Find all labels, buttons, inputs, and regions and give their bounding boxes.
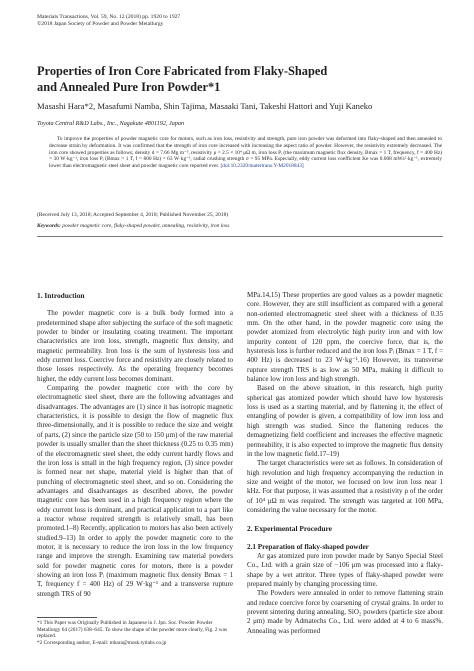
- section-heading-experimental: 2. Experimental Procedure: [247, 524, 332, 534]
- paper-title-line2: and Annealed Pure Iron Powder*1: [37, 79, 221, 94]
- section-divider: [37, 236, 443, 237]
- keywords: [37, 223, 229, 229]
- paragraph: Comparing the powder magnetic core with the core by electromagnetic steel sheet, there are the following advantages and disadvantages. The advantages are (1) since it has isotropic magnetic characteristics, it is possible to design the flow of magnetic flux three-dimensionally, and it is possible to reduce the size and weight of parts, (2) since the particle size (50 to 150 μm) of the raw material powder is usually smaller than the sheet thickness (0.25 to 0.35 mm) of the electromagnetic steel sheet, the eddy current hardly flows and the iron loss is small in the high frequency region, (3) since powder is formed near net shape, material yield is higher than that of punching of electromagnetic steel sheet, and so on. Considering the advantages and disadvantages as described above, the powder magnetic core has been used in a high frequency region where the eddy current loss is dominant, and practical application to a part like a reactor whose required strength is relatively small, has been promoted.1–8) Recently, application to motors has also been actively studied.9–13) In order to apply the powder magnetic core to the motor, it is necessary to reduce the iron loss in the low frequency range and improve the strength. Examining raw material powders sold for powder magnetic cores for motors, there is a powder showing an iron loss Pᵢ (maximum magnetic flux density Bmax = 1 T, frequency f = 400 Hz) of 29 W·kg⁻¹ and a transverse rupture strength TRS of 90: [37, 384, 233, 598]
- paper-title-line1: Properties of Iron Core Fabricated from Flaky-Shaped: [37, 64, 328, 78]
- subsection-heading: 2.1 Preparation of flaky-shaped powder: [247, 542, 369, 551]
- received-dates: (Received July 13, 2018; Accepted September 4, 2018; Published November 25, 2018): [37, 212, 229, 218]
- abstract-text: To improve the properties of powder magnetic core for motors, such as iron loss, resistivity and strength, pure iron powder was deformed into flaky-shaped and then annealed to decrease strain by deformation. It was confirmed that the strength of iron core increased with increasing the aspect ratio of powder. However, the resistivity extremely decreased. The iron core showed properties as follows; density d = 7.66 Mg m⁻³, resistivity ρ = 2.5 × 10⁴ μΩ m, iron loss Pᵢ (the maximum magnetic flux density, Bmax = 1 T, frequency, f = 400 Hz) = 30 W·kg⁻¹, iron loss Pᵢ (Bmax = 1 T, f = 800 Hz) = 63 W·kg⁻¹, radial crushing strength σ = 95 MPa. Especially, eddy current loss coefficient Ke was 0.008 mWs²·kg⁻¹, extremely lower than electromagnetic steel sheet and powder magnetic core reported ever.: [49, 136, 442, 169]
- abstract: [49, 136, 442, 170]
- paragraph: Ar gas atomized pure iron powder made by Sanyo Special Steel Co., Ltd. with a grain size of −106 μm was processed into a flaky-shape by a wet attritor. Three types of flaky-shaped powder were prepared mainly by changing processing time.: [247, 551, 443, 588]
- footnotes: [37, 620, 233, 646]
- section-heading-introduction: 1. Introduction: [37, 291, 85, 300]
- journal-citation: Materials Transactions, Vol. 59, No. 12 (2018) pp. 1920 to 1927: [37, 14, 181, 20]
- paragraph: The powder magnetic core is a bulk body formed into a predetermined shape after subjecting the surface of the soft magnetic powder to binder or insulating coating treatment. The important characteristics are iron loss, strength, magnetic flux density, and magnetic permeability. Iron loss is the sum of hysteresis loss and eddy current loss. Coercive force and resistivity are closely related to those losses respectively. As the operating frequency becomes higher, the eddy current loss becomes dominant.: [37, 309, 233, 383]
- left-column: [37, 291, 233, 599]
- doi-link[interactable]: [doi:10.2320/matertrans.Y-M2018843]: [220, 163, 304, 169]
- paper-title: [37, 64, 437, 95]
- keywords-label: Keywords:: [37, 223, 61, 229]
- footnote: *1 This Paper was Originally Published in Japanese in J. Jpn. Soc. Powder Powder Metallurgy 64 (2017) 638–645. To show the shape of the powder more clearly, Fig. 2 was replaced.: [37, 620, 228, 640]
- paragraph: The Powders were annealed in order to remove flattening strain and reduce coercive force by coarsening of crystal grains. In order to prevent sintering during annealing, SiO₂ powders (particle size about 2 μm) made by Admatechs Co., Ltd. were added at 4 to 6 mass%. Annealing was performed: [247, 589, 443, 635]
- paragraph: Based on the above situation, in this research, high purity spherical gas atomized powder which should have low hysteresis loss is used as a starting material, and by flattening it, the effect of entangling of powder is given, a compatibility of low iron loss and high strength was studied. Since the flattening reduces the demagnetizing field coefficient and increases the effective magnetic permeability, it is also expected to improve the magnetic flux density in the low magnetic field.17–19): [247, 384, 443, 458]
- journal-header: [37, 14, 180, 29]
- copyright-notice: ©2018 Japan Society of Powder and Powder Metallurgy: [37, 21, 164, 28]
- keywords-text: powder magnetic core, flaky-shaped powder, annealing, resistivity, iron loss: [62, 223, 230, 229]
- footnote-divider: [37, 617, 97, 618]
- affiliation: Toyota Central R&D Labs., Inc., Nagakute 4801192, Japan: [37, 120, 185, 127]
- paragraph: The target characteristics were set as follows. In consideration of high revolution and high frequency accompanying the reduction in size and weight of the motor, we focused on low iron loss near 1 kHz. For that purpose, it was assumed that a resistivity ρ of the order of 10⁴ μΩ m was required. The strength was targeted at 100 MPa, considering the value necessary for the motor.: [247, 459, 443, 514]
- right-column: [247, 291, 443, 636]
- footnote: *2 Corresponding author, E-mail: mhara@mosk.tytlabs.co.jp: [37, 639, 167, 646]
- author-list: Masashi Hara*2, Masafumi Namba, Shin Tajima, Masaaki Tani, Takeshi Hattori and Yuji Kaneko: [37, 101, 373, 111]
- paragraph: MPa.14,15) These properties are good values as a powder magnetic core. However, they are still insufficient as compared with a general non-oriented electromagnetic steel sheet with a thickness of 0.35 mm. On the other hand, in the powder magnetic core using the powder atomized from electrolytic high purity iron and with low impurity content of 120 ppm, the coercive force, that is, the hysteresis loss is further reduced and the iron loss Pᵢ (Bmax = 1 T, f = 400 Hz) is decreased to 23 W·kg⁻¹.16) However, its transverse rupture strength TRS is as low as 50 MPa, making it difficult to balance low iron loss and high strength.: [247, 291, 443, 384]
